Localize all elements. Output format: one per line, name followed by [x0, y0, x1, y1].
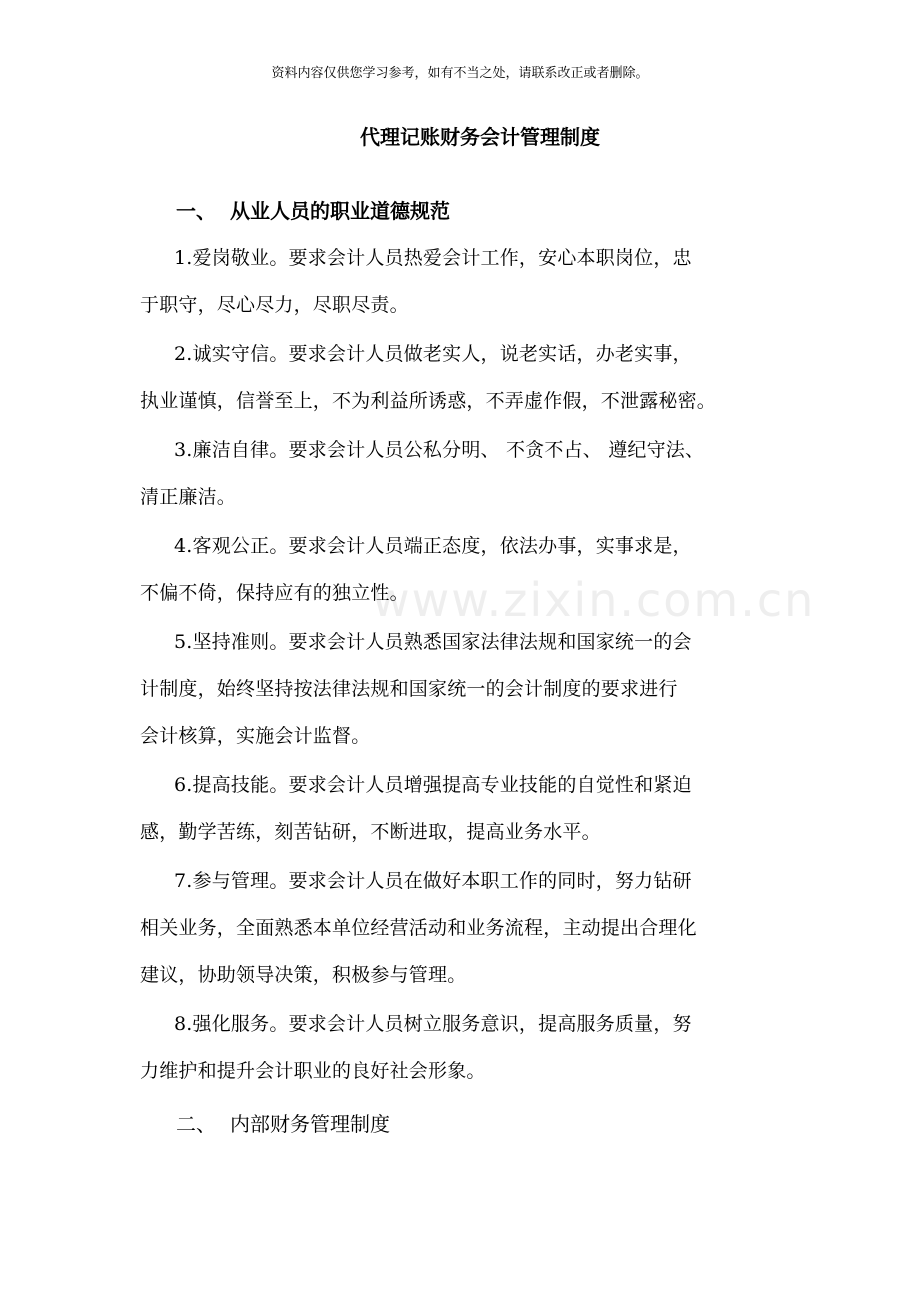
- item-3-line-2: 清正廉洁。: [140, 486, 237, 508]
- section-number: 一、: [176, 199, 216, 223]
- item-2-line-2: 执业谨慎，信誉至上，不为利益所诱惑，不弄虚作假，不泄露秘密。: [140, 390, 717, 412]
- section-number: 二、: [176, 1112, 216, 1136]
- item-1-line-2: 于职守，尽心尽力，尽职尽责。: [140, 294, 409, 316]
- item-5-line-3: 会计核算，实施会计监督。: [140, 725, 371, 747]
- item-2-line-1: 2.诚实守信。要求会计人员做老实人，说老实话，办老实事，: [174, 343, 692, 365]
- section-title: 从业人员的职业道德规范: [230, 199, 450, 223]
- item-6-line-2: 感，勤学苦练，刻苦钻研，不断进取，提高业务水平。: [140, 821, 601, 843]
- section-heading-2: [176, 1109, 390, 1139]
- item-7-line-3: 建议，协助领导决策，积极参与管理。: [140, 964, 467, 986]
- section-title: 内部财务管理制度: [230, 1112, 390, 1136]
- item-5-line-2: 计制度，始终坚持按法律法规和国家统一的会计制度的要求进行: [140, 678, 678, 700]
- watermark: www.zixin.com.cn: [372, 573, 816, 627]
- item-5-line-1: 5.坚持准则。要求会计人员熟悉国家法律法规和国家统一的会: [174, 631, 692, 653]
- item-6-line-1: 6.提高技能。要求会计人员增强提高专业技能的自觉性和紧迫: [174, 774, 692, 796]
- item-4-line-2: 不偏不倚，保持应有的独立性。: [140, 582, 409, 604]
- item-3-line-1: 3.廉洁自律。要求会计人员公私分明、 不贪不占、 遵纪守法、: [174, 439, 705, 461]
- disclaimer-header: 资料内容仅供您学习参考，如有不当之处，请联系改正或者删除。: [271, 66, 649, 81]
- item-8-line-2: 力维护和提升会计职业的良好社会形象。: [140, 1060, 486, 1082]
- item-7-line-2: 相关业务，全面熟悉本单位经营活动和业务流程，主动提出合理化: [140, 917, 697, 939]
- item-8-line-1: 8.强化服务。要求会计人员树立服务意识，提高服务质量，努: [174, 1013, 692, 1035]
- item-7-line-1: 7.参与管理。要求会计人员在做好本职工作的同时，努力钻研: [174, 870, 692, 892]
- section-heading-1: [176, 196, 450, 226]
- document-title: 代理记账财务会计管理制度: [360, 125, 600, 149]
- item-1-line-1: 1.爱岗敬业。要求会计人员热爱会计工作，安心本职岗位，忠: [174, 247, 692, 269]
- item-4-line-1: 4.客观公正。要求会计人员端正态度，依法办事，实事求是，: [174, 535, 692, 557]
